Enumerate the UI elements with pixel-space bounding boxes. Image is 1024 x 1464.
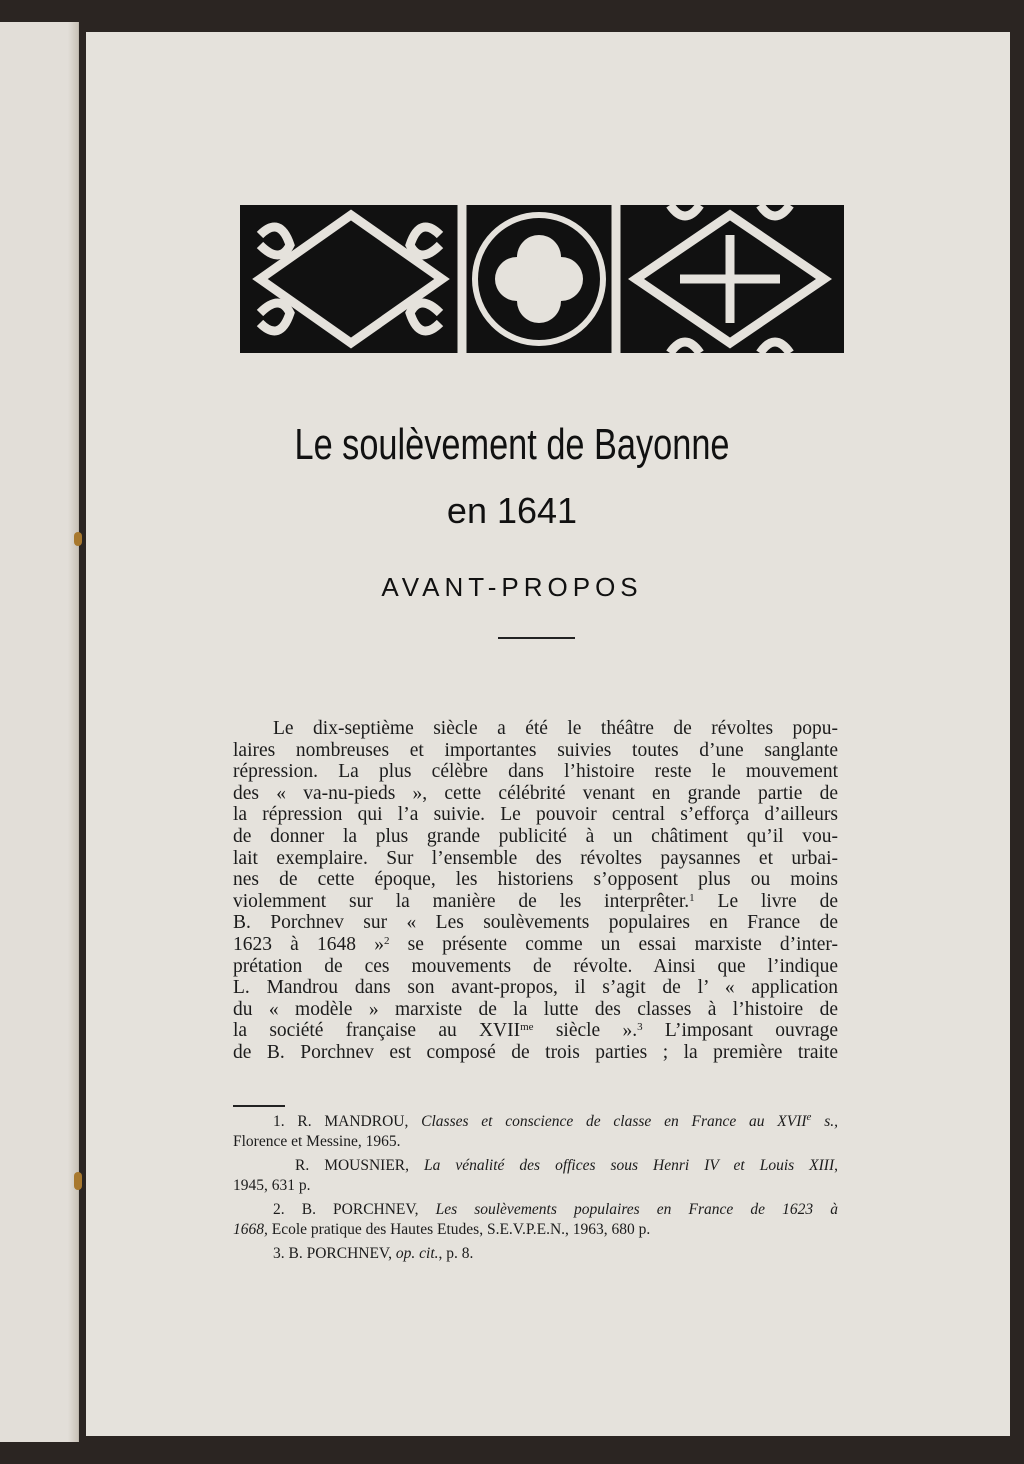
text-line: [233, 1020, 838, 1042]
footnote-line: [233, 1220, 838, 1240]
text-segment: 1623 à 1648 »: [233, 933, 384, 955]
text-segment: L. Mandrou dans son avant-propos, il s’agit de l’ « application: [233, 977, 838, 999]
footnote: [233, 1112, 838, 1152]
footnote: [233, 1200, 838, 1240]
text-segment: lait exemplaire. Sur l’ensemble des révoltes paysannes et urbai-: [233, 847, 838, 869]
text-line: [233, 977, 838, 999]
text-line: [233, 999, 838, 1021]
text-segment: R. MOUSNIER,: [295, 1157, 425, 1174]
text-line: [233, 804, 838, 826]
text-segment: ,: [834, 1157, 838, 1174]
text-segment: répression. La plus célèbre dans l’histoire reste le mouvement: [233, 761, 838, 783]
text-segment: siècle ».: [533, 1020, 638, 1042]
text-segment: B. Porchnev sur « Les soulèvements populaires en France de: [233, 912, 838, 934]
text-segment: de B. Porchnev est composé de trois parties ; la première traite: [233, 1041, 838, 1063]
text-segment: de donner la plus grande publicité à un châtiment qu’il vou-: [233, 825, 838, 847]
text-segment: s.,: [811, 1113, 838, 1130]
text-line: [233, 956, 838, 978]
footnote-line: [233, 1156, 838, 1176]
text-segment: violemment sur la manière de les interprêter.: [233, 890, 690, 912]
text-line: [233, 1042, 838, 1064]
text-line: [233, 783, 838, 805]
text-segment: la répression qui l’a suivie. Le pouvoir central s’efforça d’ailleurs: [233, 804, 838, 826]
text-segment: 2. B. PORCHNEV,: [273, 1201, 436, 1218]
article-title: Le soulèvement de Bayonne: [294, 420, 730, 469]
footnote-line: [233, 1112, 838, 1132]
footnote: [233, 1156, 838, 1196]
text-line: [233, 740, 838, 762]
text-segment: la société française au XVII: [233, 1020, 521, 1042]
footnote-ref: 2: [383, 934, 390, 947]
text-segment: laires nombreuses et importantes suivies toutes d’une sanglante: [233, 739, 838, 761]
heading-rule: [498, 637, 575, 639]
footnote-ref: 3: [637, 1021, 643, 1034]
text-line: [233, 848, 838, 870]
facing-page-edge: [0, 22, 79, 1442]
text-segment: nes de cette époque, les historiens s’opposent plus ou moins: [233, 869, 838, 891]
text-segment: Classes et conscience de classe en France au XVII: [421, 1113, 807, 1130]
text-segment: op. cit.: [395, 1245, 439, 1262]
text-segment: prétation de ces mouvements de révolte. Ainsi que l’indique: [233, 955, 838, 977]
foxing-stain: [74, 532, 82, 546]
text-segment: se présente comme un essai marxiste d’inter-: [389, 933, 838, 955]
basque-ornament-band: [240, 205, 844, 353]
text-segment: Ecole pratique des Hautes Etudes, S.E.V.P.E.N., 1963, 680 p.: [267, 1221, 651, 1238]
text-segment: 1. R. MANDROU,: [273, 1113, 422, 1130]
text-segment: Florence et Messine, 1965.: [233, 1133, 401, 1150]
footnote-ref: 1: [689, 891, 695, 904]
text-segment: 1945, 631 p.: [233, 1177, 311, 1194]
text-segment: Le dix-septième siècle a été le théâtre de révoltes popu-: [273, 718, 838, 739]
text-line: [233, 891, 838, 913]
footnote-ref: me: [520, 1021, 534, 1034]
footnote-line: [233, 1200, 838, 1220]
text-segment: 1668,: [233, 1221, 268, 1238]
footnote-ref: e: [806, 1111, 812, 1123]
footnote-line: [233, 1132, 838, 1152]
footnote: [233, 1244, 838, 1264]
text-line: [233, 869, 838, 891]
text-line: [233, 826, 838, 848]
text-segment: La vénalité des offices sous Henri IV et Louis XIII: [424, 1157, 835, 1174]
section-heading: AVANT-PROPOS: [381, 572, 643, 602]
body-text: [233, 718, 838, 1064]
text-line: [233, 934, 838, 956]
footnote-rule: [233, 1105, 285, 1107]
text-segment: Le livre de: [694, 890, 838, 912]
text-line: [233, 761, 838, 783]
footnote-line: [233, 1176, 838, 1196]
footnote-line: [233, 1244, 838, 1264]
text-segment: L’imposant ouvrage: [642, 1020, 839, 1042]
text-line: [233, 718, 838, 740]
text-segment: des « va-nu-pieds », cette célébrité venant en grande partie de: [233, 782, 838, 804]
footnotes: [233, 1112, 838, 1268]
text-segment: , p. 8.: [438, 1245, 474, 1262]
text-segment: Les soulèvements populaires en France de 1623 à: [435, 1201, 838, 1218]
text-segment: du « modèle » marxiste de la lutte des classes à l’histoire de: [233, 998, 838, 1020]
text-segment: 3. B. PORCHNEV,: [273, 1245, 396, 1262]
article-title-year: en 1641: [446, 490, 578, 531]
foxing-stain: [74, 1172, 82, 1190]
text-line: [233, 912, 838, 934]
